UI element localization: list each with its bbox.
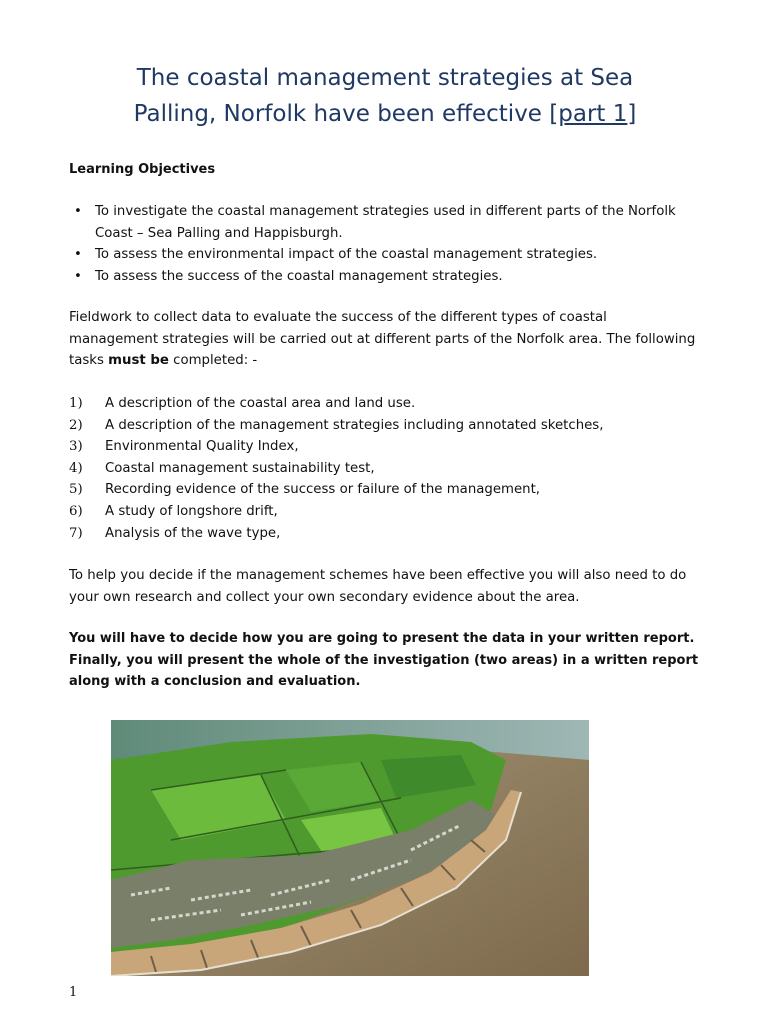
task-number: 4) bbox=[69, 460, 83, 476]
objective-text: To assess the success of the coastal management strategies. bbox=[95, 268, 503, 284]
intro-text: Fieldwork to collect data to evaluate the success of the different types of coastal management strategies will be carried out at different parts of the Norfolk area. The following tasks bbox=[69, 310, 696, 368]
title-line-1: The coastal management strategies at Sea bbox=[136, 65, 634, 91]
task-number: 2) bbox=[69, 417, 83, 433]
task-text: Recording evidence of the success or failure of the management, bbox=[105, 482, 541, 498]
task-number: 1) bbox=[69, 396, 83, 411]
task-number: 6) bbox=[69, 503, 83, 519]
task-item bbox=[69, 501, 699, 523]
bullet-icon: • bbox=[74, 247, 82, 262]
objective-text: To assess the environmental impact of the coastal management strategies. bbox=[95, 247, 598, 262]
objective-text: To investigate the coastal management strategies used in different parts of the Norfolk Coast – Sea Palling and Happisburgh. bbox=[95, 204, 676, 241]
objective-item bbox=[69, 244, 699, 266]
bullet-icon: • bbox=[74, 204, 82, 219]
objective-item bbox=[69, 266, 699, 288]
task-item bbox=[69, 393, 699, 415]
bullet-icon: • bbox=[74, 268, 82, 284]
aerial-coast-illustration bbox=[111, 720, 589, 976]
learning-objectives-list bbox=[69, 201, 699, 287]
task-number: 5) bbox=[69, 482, 83, 498]
part-1-link[interactable]: part 1 bbox=[558, 101, 628, 127]
report-instructions-paragraph: You will have to decide how you are going to present the data in your written report. Finally, you will present the whole of the investigation (two areas) in a written report along with a conclusion and evaluation. bbox=[69, 631, 699, 689]
intro-text-end: completed: - bbox=[168, 353, 258, 368]
objective-item bbox=[69, 201, 699, 244]
intro-emphasis: must be bbox=[108, 353, 169, 368]
task-item bbox=[69, 458, 699, 480]
learning-objectives-heading: Learning Objectives bbox=[69, 162, 216, 177]
title-line-2-prefix: Palling, Norfolk have been effective [ bbox=[133, 101, 559, 127]
task-number: 3) bbox=[69, 439, 83, 455]
task-text: A study of longshore drift, bbox=[105, 503, 278, 519]
secondary-research-paragraph: To help you decide if the management schemes have been effective you will also need to do your own research and collect your own secondary evidence about the area. bbox=[69, 568, 687, 605]
task-item bbox=[69, 479, 699, 501]
task-number: 7) bbox=[69, 525, 83, 541]
task-text: Analysis of the wave type, bbox=[105, 525, 281, 541]
task-item bbox=[69, 436, 699, 458]
fieldwork-intro-paragraph bbox=[69, 307, 699, 372]
document-title bbox=[60, 60, 710, 132]
task-text: Coastal management sustainability test, bbox=[105, 460, 375, 476]
task-item bbox=[69, 415, 699, 437]
task-text: Environmental Quality Index, bbox=[105, 439, 299, 455]
title-line-2-suffix: ] bbox=[627, 101, 637, 127]
page-number: 1 bbox=[69, 985, 78, 1000]
task-item bbox=[69, 523, 699, 545]
aerial-coast-photo bbox=[111, 720, 589, 976]
task-text: A description of the management strategies including annotated sketches, bbox=[105, 417, 604, 433]
task-text: A description of the coastal area and land use. bbox=[105, 396, 416, 411]
task-list bbox=[69, 393, 699, 544]
